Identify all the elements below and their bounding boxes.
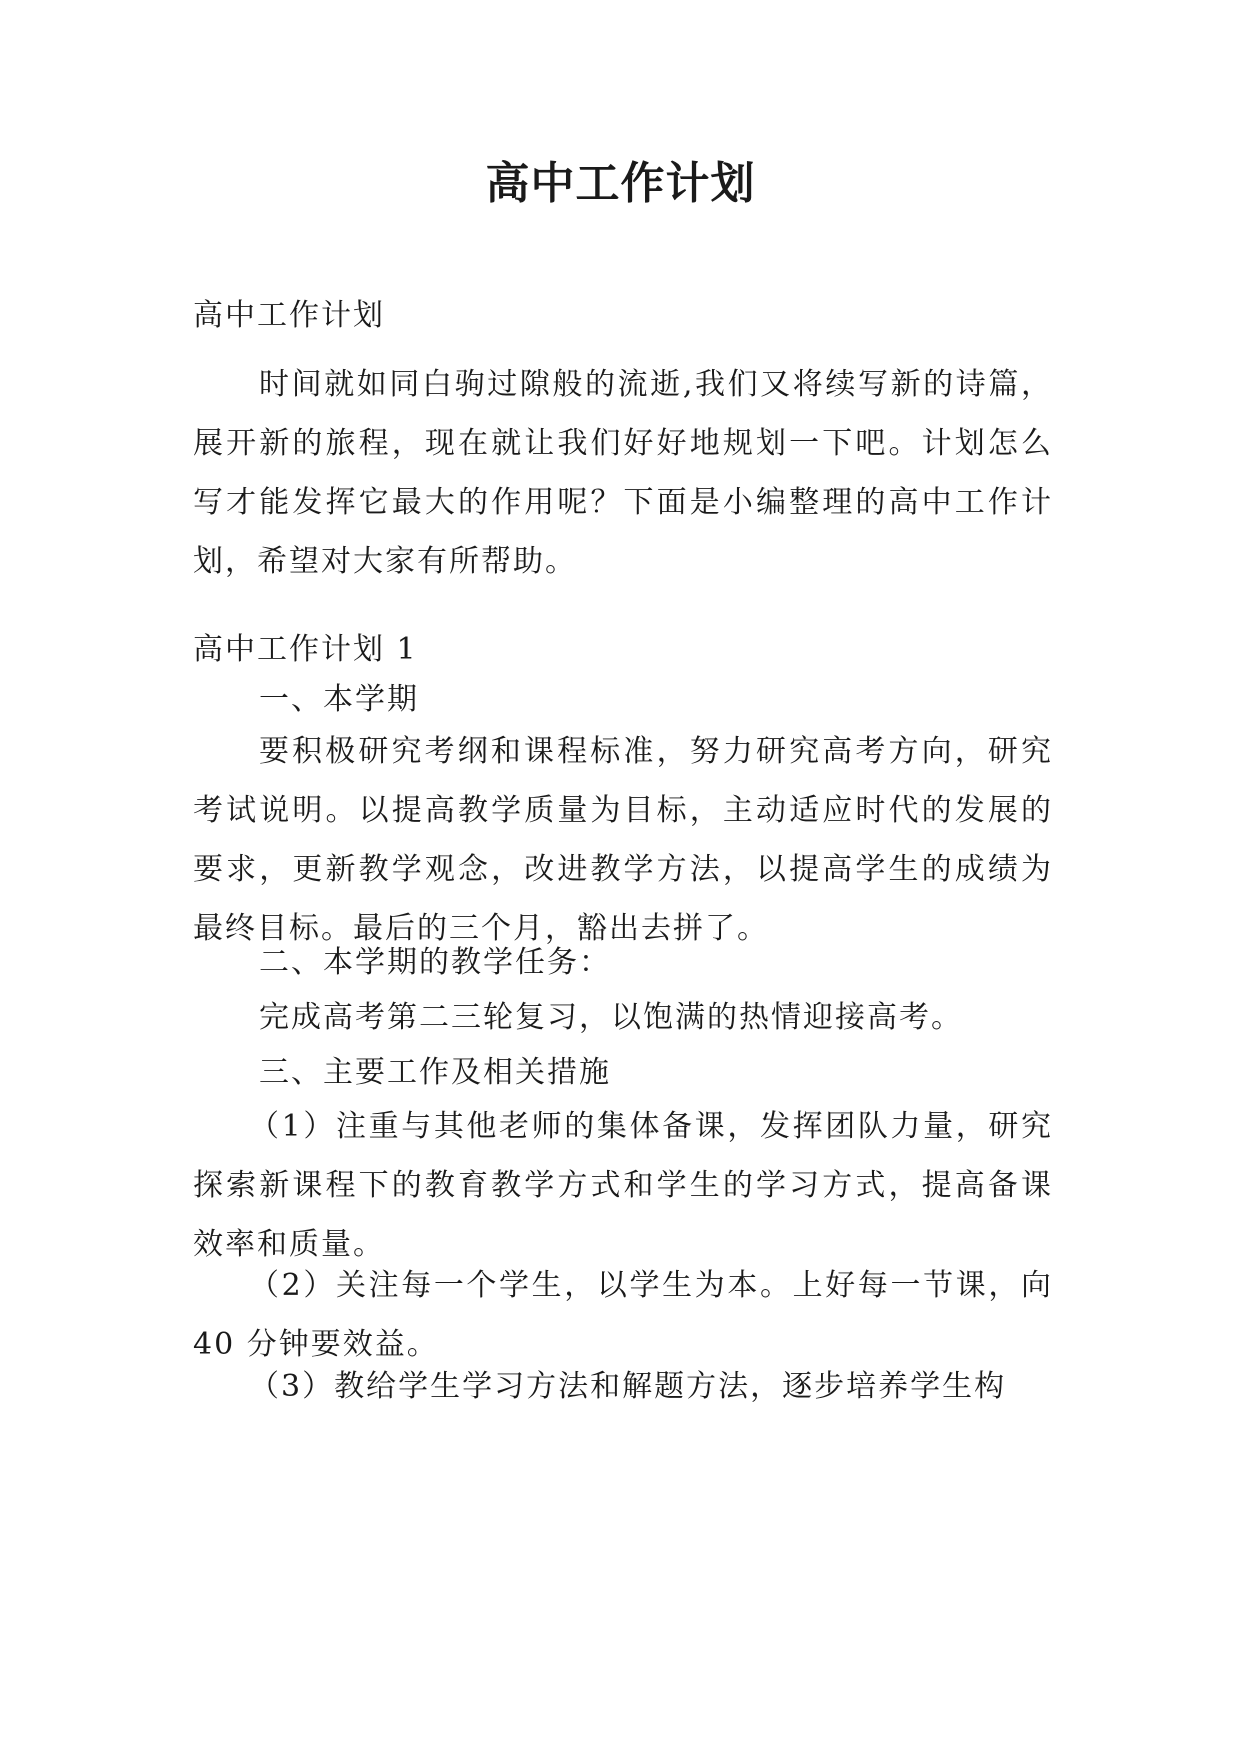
section-heading: 高中工作计划 1 (193, 632, 418, 667)
item-paragraph-2: 完成高考第二三轮复习，以饱满的热情迎接高考。 (259, 1000, 963, 1035)
item-heading-3: 三、主要工作及相关措施 (259, 1055, 611, 1090)
item-heading-2: 二、本学期的教学任务： (259, 945, 611, 980)
intro-paragraph: 时间就如同白驹过隙般的流逝,我们又将续写新的诗篇，展开新的旅程，现在就让我们好好地规划一下吧。计划怎么写才能发挥它最大的作用呢？下面是小编整理的高中工作计划，希望对大家有所帮助。 (193, 367, 1053, 579)
item-heading-1: 一、本学期 (259, 682, 419, 717)
item-paragraph-1: 要积极研究考纲和课程标准，努力研究高考方向，研究考试说明。以提高教学质量为目标，主动适应时代的发展的要求，更新教学观念，改进教学方法，以提高学生的成绩为最终目标。最后的三个月，豁出去拼了。 (193, 734, 1053, 946)
document-subtitle: 高中工作计划 (193, 298, 385, 333)
measure-paragraph-3: （3）教给学生学习方法和解题方法，逐步培养学生构 (249, 1369, 1007, 1404)
measure-paragraph-2: （2）关注每一个学生，以学生为本。上好每一节课，向 40 分钟要效益。 (193, 1268, 1053, 1362)
measure-paragraph-1: （1）注重与其他老师的集体备课，发挥团队力量，研究探索新课程下的教育教学方式和学生的学习方式，提高备课效率和质量。 (193, 1109, 1053, 1262)
document-title: 高中工作计划 (485, 158, 756, 209)
